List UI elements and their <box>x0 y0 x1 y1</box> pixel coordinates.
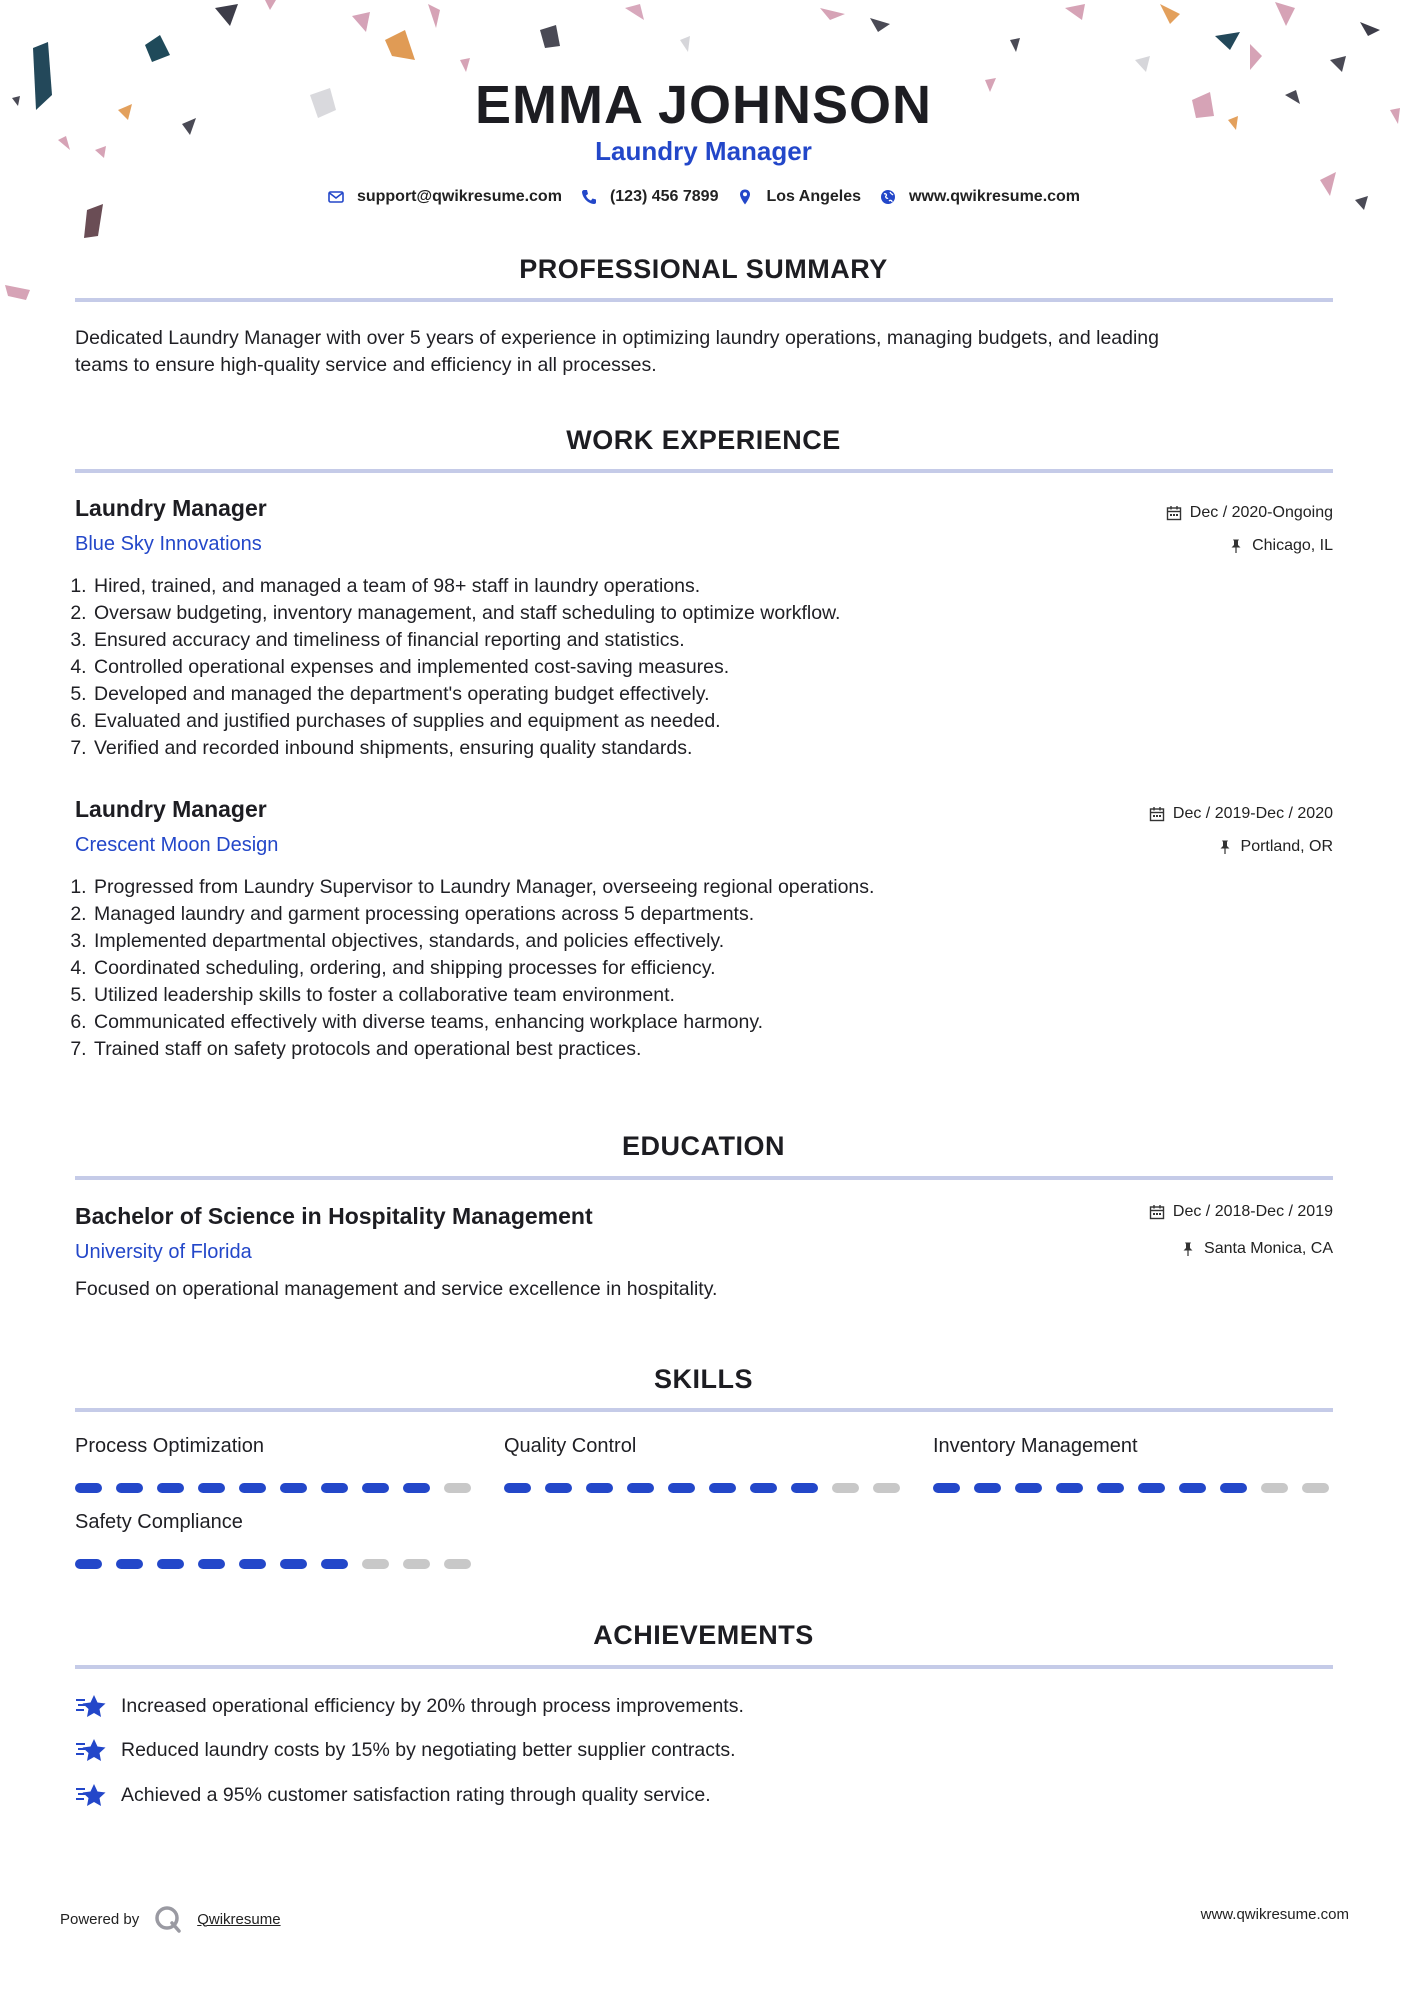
education-school[interactable]: University of Florida <box>75 1241 252 1263</box>
skill-segment-empty <box>444 1483 471 1493</box>
list-item: 4. Controlled operational expenses and implemented cost-saving measures. <box>92 654 1292 681</box>
qwikresume-logo-icon <box>153 1904 183 1934</box>
skill-segment-filled <box>504 1483 531 1493</box>
experience-heading: WORK EXPERIENCE <box>566 425 841 455</box>
education-heading: EDUCATION <box>622 1131 785 1161</box>
skill-segment-filled <box>974 1483 1001 1493</box>
skill-segment-empty <box>362 1559 389 1569</box>
education-dates <box>1149 1203 1333 1221</box>
achievement-item <box>75 1781 711 1809</box>
contact-website-text: www.qwikresume.com <box>909 188 1081 205</box>
achievement-item <box>75 1736 736 1764</box>
job-2-bullets <box>70 874 1292 1063</box>
job-2-dates-text: Dec / 2019-Dec / 2020 <box>1172 805 1333 822</box>
shooting-star-icon <box>75 1781 107 1809</box>
list-item: 3. Ensured accuracy and timeliness of financial reporting and statistics. <box>92 627 1292 654</box>
education-location <box>1180 1240 1333 1258</box>
achievement-text: Reduced laundry costs by 15% by negotiating better supplier contracts. <box>121 1738 736 1761</box>
skill-segment-filled <box>280 1559 307 1569</box>
contact-email-text: support@qwikresume.com <box>356 188 562 205</box>
skill-segment-empty <box>444 1559 471 1569</box>
skill-segment-filled <box>157 1559 184 1569</box>
skill-segment-filled <box>1097 1483 1124 1493</box>
achievements-heading: ACHIEVEMENTS <box>593 1620 814 1650</box>
skill-segment-empty <box>873 1483 900 1493</box>
contact-email[interactable] <box>327 188 562 206</box>
list-item: 5. Utilized leadership skills to foster a collaborative team environment. <box>92 982 1292 1009</box>
skill-segment-filled <box>709 1483 736 1493</box>
qwikresume-link[interactable]: Qwikresume <box>197 1910 281 1928</box>
list-item: 4. Coordinated scheduling, ordering, and shipping processes for efficiency. <box>92 955 1292 982</box>
shooting-star-icon <box>75 1736 107 1764</box>
skill-segment-filled <box>75 1483 102 1493</box>
list-item: 3. Implemented departmental objectives, standards, and policies effectively. <box>92 928 1292 955</box>
skill-segment-empty <box>403 1559 430 1569</box>
calendar-icon <box>1149 806 1165 822</box>
education-location-text: Santa Monica, CA <box>1204 1240 1333 1257</box>
skills-heading: SKILLS <box>653 1364 753 1394</box>
skill-segment-empty <box>1302 1483 1329 1493</box>
skill-level-bar <box>933 1483 1329 1493</box>
skill-segment-filled <box>668 1483 695 1493</box>
list-item: 6. Communicated effectively with diverse teams, enhancing workplace harmony. <box>92 1009 1292 1036</box>
skill-level-bar <box>75 1483 471 1493</box>
education-description: Focused on operational management and service excellence in hospitality. <box>75 1278 718 1300</box>
skill-segment-filled <box>116 1559 143 1569</box>
section-divider <box>75 1665 1333 1669</box>
contact-location-text: Los Angeles <box>766 188 862 205</box>
skill-segment-filled <box>321 1483 348 1493</box>
footer-powered-by <box>60 1904 281 1934</box>
achievement-text: Increased operational efficiency by 20% through process improvements. <box>121 1694 744 1717</box>
list-item: 5. Developed and managed the department's operating budget effectively. <box>92 681 1292 708</box>
powered-by-label: Powered by <box>60 1910 140 1928</box>
skill-level-bar <box>504 1483 900 1493</box>
skill-segment-filled <box>1138 1483 1165 1493</box>
envelope-icon <box>327 188 345 206</box>
skill-segment-filled <box>1056 1483 1083 1493</box>
contact-phone-text: (123) 456 7899 <box>609 188 719 205</box>
skill-segment-empty <box>1261 1483 1288 1493</box>
achievement-text: Achieved a 95% customer satisfaction rating through quality service. <box>121 1783 711 1806</box>
job-2-title: Laundry Manager <box>75 796 267 822</box>
pushpin-icon <box>1217 839 1233 855</box>
contact-website[interactable] <box>879 188 1080 206</box>
footer-url[interactable]: www.qwikresume.com <box>1200 1906 1349 1923</box>
skill-segment-filled <box>1220 1483 1247 1493</box>
section-divider <box>75 1176 1333 1180</box>
list-item: 2. Managed laundry and garment processing operations across 5 departments. <box>92 901 1292 928</box>
skill-segment-filled <box>198 1483 225 1493</box>
job-1-title: Laundry Manager <box>75 495 267 521</box>
list-item: 1. Hired, trained, and managed a team of 98+ staff in laundry operations. <box>92 573 1292 600</box>
section-divider <box>75 1408 1333 1412</box>
list-item: 7. Trained staff on safety protocols and operational best practices. <box>92 1036 1292 1063</box>
candidate-name: EMMA JOHNSON <box>474 75 933 135</box>
list-item: 6. Evaluated and justified purchases of supplies and equipment as needed. <box>92 708 1292 735</box>
skill-segment-filled <box>280 1483 307 1493</box>
map-pin-icon <box>736 188 754 206</box>
skill-name: Inventory Management <box>933 1435 1138 1457</box>
contact-phone[interactable] <box>580 188 719 206</box>
list-item: 1. Progressed from Laundry Supervisor to Laundry Manager, overseeing regional operations. <box>92 874 1292 901</box>
summary-heading: PROFESSIONAL SUMMARY <box>519 254 888 284</box>
globe-icon <box>879 188 897 206</box>
skill-name: Safety Compliance <box>75 1511 243 1533</box>
skill-segment-filled <box>239 1559 266 1569</box>
skill-segment-filled <box>750 1483 777 1493</box>
skill-segment-filled <box>198 1559 225 1569</box>
job-2-company[interactable]: Crescent Moon Design <box>75 834 279 856</box>
skill-segment-filled <box>1179 1483 1206 1493</box>
contact-row <box>0 188 1407 206</box>
pushpin-icon <box>1180 1241 1196 1257</box>
skill-segment-empty <box>832 1483 859 1493</box>
skill-segment-filled <box>157 1483 184 1493</box>
skill-segment-filled <box>933 1483 960 1493</box>
skill-name: Quality Control <box>504 1435 637 1457</box>
skill-segment-filled <box>321 1559 348 1569</box>
job-2-dates <box>1149 805 1333 823</box>
skill-segment-filled <box>586 1483 613 1493</box>
pushpin-icon <box>1228 538 1244 554</box>
education-dates-text: Dec / 2018-Dec / 2019 <box>1172 1203 1333 1220</box>
calendar-icon <box>1149 1204 1165 1220</box>
calendar-icon <box>1166 505 1182 521</box>
skill-segment-filled <box>116 1483 143 1493</box>
section-divider <box>75 469 1333 473</box>
job-1-location-text: Chicago, IL <box>1252 537 1333 554</box>
skill-segment-filled <box>362 1483 389 1493</box>
shooting-star-icon <box>75 1692 107 1720</box>
education-degree: Bachelor of Science in Hospitality Management <box>75 1203 593 1229</box>
list-item: 7. Verified and recorded inbound shipments, ensuring quality standards. <box>92 735 1292 762</box>
job-2-location-text: Portland, OR <box>1240 838 1333 855</box>
skill-segment-filled <box>1015 1483 1042 1493</box>
skill-segment-filled <box>75 1559 102 1569</box>
job-1-location <box>1228 537 1333 555</box>
job-1-dates-text: Dec / 2020-Ongoing <box>1189 504 1333 521</box>
candidate-role: Laundry Manager <box>595 136 812 166</box>
skill-level-bar <box>75 1559 471 1569</box>
section-divider <box>75 298 1333 302</box>
summary-line-1: Dedicated Laundry Manager with over 5 years of experience in optimizing laundry operations, managing budgets, and leading <box>75 327 1160 349</box>
skill-segment-filled <box>545 1483 572 1493</box>
job-1-dates <box>1166 504 1333 522</box>
phone-icon <box>580 188 598 206</box>
skill-segment-filled <box>627 1483 654 1493</box>
skill-name: Process Optimization <box>75 1435 264 1457</box>
achievement-item <box>75 1692 744 1720</box>
skill-segment-filled <box>239 1483 266 1493</box>
job-1-bullets <box>70 573 1292 762</box>
job-1-company[interactable]: Blue Sky Innovations <box>75 533 262 555</box>
list-item: 2. Oversaw budgeting, inventory management, and staff scheduling to optimize workflow. <box>92 600 1292 627</box>
skill-segment-filled <box>791 1483 818 1493</box>
contact-location <box>736 188 861 206</box>
skill-segment-filled <box>403 1483 430 1493</box>
job-2-location <box>1217 838 1333 856</box>
summary-line-2: teams to ensure high-quality service and efficiency in all processes. <box>75 354 657 376</box>
